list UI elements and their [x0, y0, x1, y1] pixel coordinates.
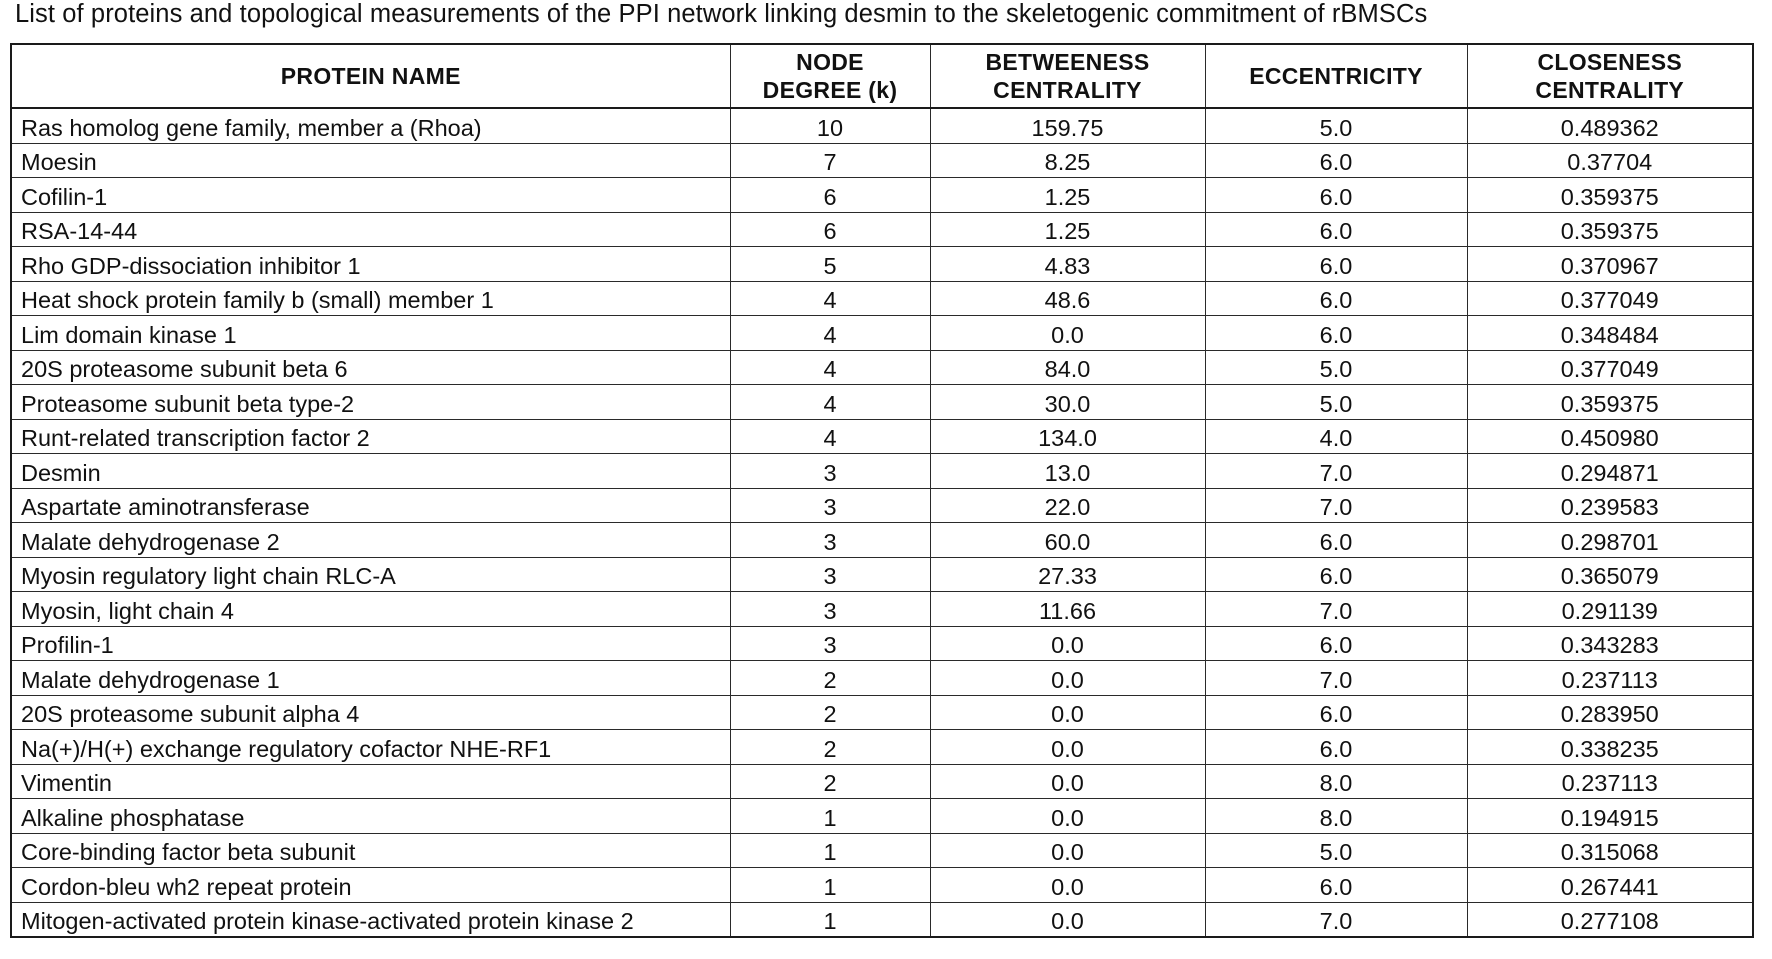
betweenness-cell: 8.25: [930, 143, 1205, 178]
protein-name-cell: Cofilin-1: [11, 178, 730, 213]
table-row: [11, 316, 1753, 351]
node-degree-cell: 6: [730, 212, 930, 247]
betweenness-cell: 0.0: [930, 316, 1205, 351]
table-row: [11, 419, 1753, 454]
eccentricity-cell: 5.0: [1205, 108, 1467, 143]
node-degree-cell: 7: [730, 143, 930, 178]
table-row: [11, 764, 1753, 799]
eccentricity-cell: 8.0: [1205, 764, 1467, 799]
table-row: [11, 212, 1753, 247]
closeness-cell: 0.489362: [1467, 108, 1753, 143]
protein-name-cell: Lim domain kinase 1: [11, 316, 730, 351]
protein-name-cell: 20S proteasome subunit alpha 4: [11, 695, 730, 730]
betweenness-cell: 0.0: [930, 799, 1205, 834]
node-degree-cell: 3: [730, 454, 930, 489]
protein-name-cell: Myosin regulatory light chain RLC-A: [11, 557, 730, 592]
closeness-cell: 0.359375: [1467, 385, 1753, 420]
node-degree-cell: 2: [730, 764, 930, 799]
eccentricity-cell: 6.0: [1205, 523, 1467, 558]
betweenness-cell: 30.0: [930, 385, 1205, 420]
table-row: [11, 385, 1753, 420]
closeness-cell: 0.194915: [1467, 799, 1753, 834]
closeness-cell: 0.370967: [1467, 247, 1753, 282]
node-degree-cell: 1: [730, 868, 930, 903]
eccentricity-cell: 6.0: [1205, 868, 1467, 903]
protein-name-cell: Runt-related transcription factor 2: [11, 419, 730, 454]
closeness-cell: 0.277108: [1467, 902, 1753, 937]
protein-name-cell: Core-binding factor beta subunit: [11, 833, 730, 868]
protein-name-cell: Proteasome subunit beta type-2: [11, 385, 730, 420]
table-row: [11, 799, 1753, 834]
closeness-cell: 0.377049: [1467, 350, 1753, 385]
closeness-cell: 0.237113: [1467, 764, 1753, 799]
protein-name-cell: Rho GDP-dissociation inhibitor 1: [11, 247, 730, 282]
closeness-cell: 0.294871: [1467, 454, 1753, 489]
closeness-cell: 0.298701: [1467, 523, 1753, 558]
betweenness-cell: 60.0: [930, 523, 1205, 558]
protein-topology-table: [10, 43, 1754, 938]
betweenness-cell: 0.0: [930, 868, 1205, 903]
eccentricity-cell: 6.0: [1205, 212, 1467, 247]
protein-name-cell: Na(+)/H(+) exchange regulatory cofactor NHE-RF1: [11, 730, 730, 765]
closeness-cell: 0.348484: [1467, 316, 1753, 351]
node-degree-cell: 2: [730, 661, 930, 696]
betweenness-cell: 0.0: [930, 902, 1205, 937]
table-row: [11, 902, 1753, 937]
node-degree-cell: 3: [730, 592, 930, 627]
closeness-cell: 0.343283: [1467, 626, 1753, 661]
protein-name-cell: Desmin: [11, 454, 730, 489]
closeness-cell: 0.283950: [1467, 695, 1753, 730]
closeness-cell: 0.291139: [1467, 592, 1753, 627]
node-degree-cell: 4: [730, 281, 930, 316]
betweenness-cell: 0.0: [930, 661, 1205, 696]
node-degree-cell: 3: [730, 523, 930, 558]
header-row: [11, 44, 1753, 108]
protein-name-cell: Moesin: [11, 143, 730, 178]
table-row: [11, 143, 1753, 178]
betweenness-cell: 0.0: [930, 695, 1205, 730]
protein-name-cell: Cordon-bleu wh2 repeat protein: [11, 868, 730, 903]
node-degree-cell: 4: [730, 419, 930, 454]
closeness-cell: 0.377049: [1467, 281, 1753, 316]
eccentricity-cell: 6.0: [1205, 178, 1467, 213]
table-row: [11, 695, 1753, 730]
eccentricity-cell: 8.0: [1205, 799, 1467, 834]
protein-name-cell: Myosin, light chain 4: [11, 592, 730, 627]
table-row: [11, 557, 1753, 592]
betweenness-cell: 48.6: [930, 281, 1205, 316]
eccentricity-cell: 6.0: [1205, 626, 1467, 661]
node-degree-cell: 4: [730, 350, 930, 385]
closeness-cell: 0.359375: [1467, 212, 1753, 247]
table-row: [11, 523, 1753, 558]
table-caption: List of proteins and topological measurements of the PPI network linking desmin to the skeletogenic commitment of rBMSCs: [15, 0, 1428, 28]
table-row: [11, 730, 1753, 765]
eccentricity-cell: 6.0: [1205, 143, 1467, 178]
table-row: [11, 178, 1753, 213]
protein-name-cell: Malate dehydrogenase 2: [11, 523, 730, 558]
table-row: [11, 454, 1753, 489]
betweenness-cell: 0.0: [930, 730, 1205, 765]
protein-name-cell: Ras homolog gene family, member a (Rhoa): [11, 108, 730, 143]
node-degree-cell: 3: [730, 557, 930, 592]
node-degree-cell: 1: [730, 799, 930, 834]
betweenness-cell: 134.0: [930, 419, 1205, 454]
header-betweenness-centrality: BETWEENESS CENTRALITY: [930, 44, 1205, 108]
table-row: [11, 868, 1753, 903]
node-degree-cell: 6: [730, 178, 930, 213]
protein-name-cell: RSA-14-44: [11, 212, 730, 247]
eccentricity-cell: 4.0: [1205, 419, 1467, 454]
betweenness-cell: 0.0: [930, 626, 1205, 661]
eccentricity-cell: 6.0: [1205, 730, 1467, 765]
table-row: [11, 626, 1753, 661]
node-degree-cell: 5: [730, 247, 930, 282]
betweenness-cell: 1.25: [930, 178, 1205, 213]
header-eccentricity: ECCENTRICITY: [1205, 44, 1467, 108]
betweenness-cell: 27.33: [930, 557, 1205, 592]
betweenness-cell: 22.0: [930, 488, 1205, 523]
node-degree-cell: 2: [730, 695, 930, 730]
closeness-cell: 0.267441: [1467, 868, 1753, 903]
protein-name-cell: Heat shock protein family b (small) member 1: [11, 281, 730, 316]
protein-name-cell: Aspartate aminotransferase: [11, 488, 730, 523]
eccentricity-cell: 6.0: [1205, 316, 1467, 351]
betweenness-cell: 13.0: [930, 454, 1205, 489]
table-row: [11, 281, 1753, 316]
table-row: [11, 108, 1753, 143]
betweenness-cell: 0.0: [930, 833, 1205, 868]
table-row: [11, 488, 1753, 523]
eccentricity-cell: 6.0: [1205, 247, 1467, 282]
header-closeness-centrality: CLOSENESS CENTRALITY: [1467, 44, 1753, 108]
betweenness-cell: 1.25: [930, 212, 1205, 247]
node-degree-cell: 1: [730, 902, 930, 937]
table-row: [11, 592, 1753, 627]
node-degree-cell: 2: [730, 730, 930, 765]
protein-name-cell: Alkaline phosphatase: [11, 799, 730, 834]
header-node-degree: NODE DEGREE (k): [730, 44, 930, 108]
protein-name-cell: Profilin-1: [11, 626, 730, 661]
protein-name-cell: Vimentin: [11, 764, 730, 799]
header-protein-name: PROTEIN NAME: [11, 44, 730, 108]
closeness-cell: 0.315068: [1467, 833, 1753, 868]
betweenness-cell: 11.66: [930, 592, 1205, 627]
eccentricity-cell: 7.0: [1205, 902, 1467, 937]
betweenness-cell: 0.0: [930, 764, 1205, 799]
eccentricity-cell: 7.0: [1205, 661, 1467, 696]
table-row: [11, 833, 1753, 868]
node-degree-cell: 1: [730, 833, 930, 868]
node-degree-cell: 4: [730, 316, 930, 351]
closeness-cell: 0.237113: [1467, 661, 1753, 696]
closeness-cell: 0.450980: [1467, 419, 1753, 454]
eccentricity-cell: 7.0: [1205, 592, 1467, 627]
eccentricity-cell: 6.0: [1205, 695, 1467, 730]
table-row: [11, 661, 1753, 696]
closeness-cell: 0.37704: [1467, 143, 1753, 178]
closeness-cell: 0.365079: [1467, 557, 1753, 592]
protein-name-cell: Malate dehydrogenase 1: [11, 661, 730, 696]
eccentricity-cell: 5.0: [1205, 385, 1467, 420]
table-row: [11, 350, 1753, 385]
closeness-cell: 0.239583: [1467, 488, 1753, 523]
protein-name-cell: Mitogen-activated protein kinase-activated protein kinase 2: [11, 902, 730, 937]
table-body: [11, 108, 1753, 937]
eccentricity-cell: 5.0: [1205, 350, 1467, 385]
closeness-cell: 0.338235: [1467, 730, 1753, 765]
eccentricity-cell: 7.0: [1205, 488, 1467, 523]
betweenness-cell: 84.0: [930, 350, 1205, 385]
betweenness-cell: 4.83: [930, 247, 1205, 282]
protein-name-cell: 20S proteasome subunit beta 6: [11, 350, 730, 385]
eccentricity-cell: 7.0: [1205, 454, 1467, 489]
eccentricity-cell: 6.0: [1205, 281, 1467, 316]
eccentricity-cell: 6.0: [1205, 557, 1467, 592]
node-degree-cell: 3: [730, 626, 930, 661]
closeness-cell: 0.359375: [1467, 178, 1753, 213]
eccentricity-cell: 5.0: [1205, 833, 1467, 868]
betweenness-cell: 159.75: [930, 108, 1205, 143]
node-degree-cell: 3: [730, 488, 930, 523]
table-row: [11, 247, 1753, 282]
node-degree-cell: 10: [730, 108, 930, 143]
node-degree-cell: 4: [730, 385, 930, 420]
